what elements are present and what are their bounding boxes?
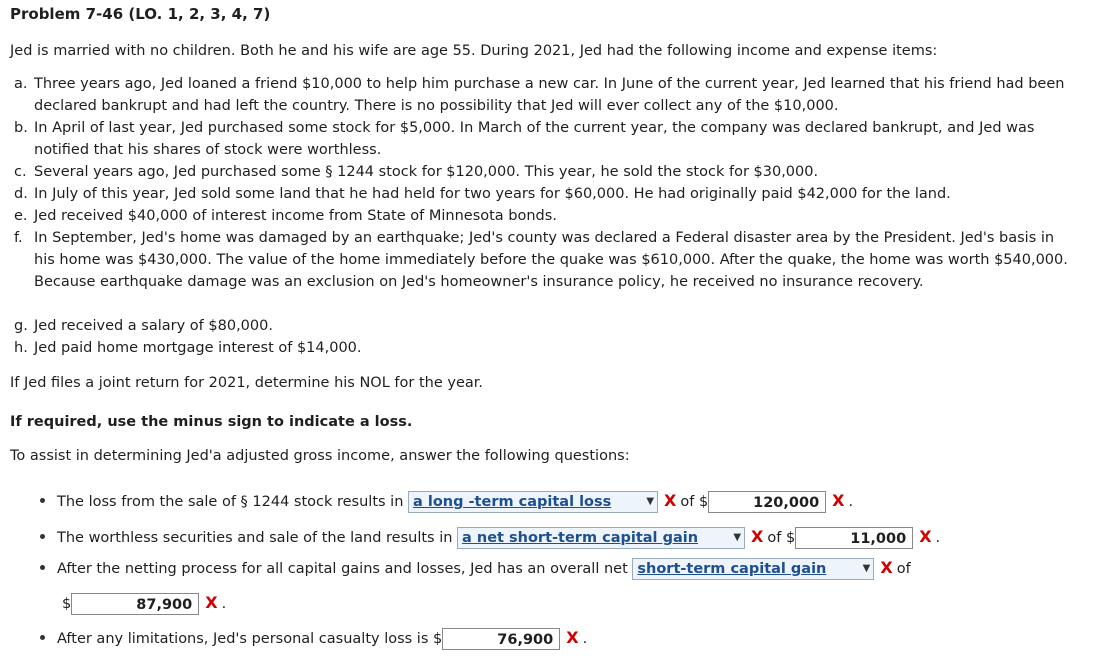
item-label: e. (14, 208, 28, 224)
item-text: In July of this year, Jed sold some land that he had held for two years for $60,000. He had originally paid $42,000 for the land. (34, 186, 951, 202)
item-label: h. (14, 340, 28, 356)
wrong-x-icon: X (832, 491, 845, 510)
wrong-x-icon: X (205, 593, 218, 612)
item-h (14, 337, 1076, 359)
q1-text: The loss from the sale of § 1244 stock results in (57, 494, 404, 510)
answer-row-3 (40, 555, 911, 581)
question-text: If Jed files a joint return for 2021, determine his NOL for the year. (10, 375, 483, 391)
period: . (221, 596, 227, 612)
item-text: Three years ago, Jed loaned a friend $10,000 to help him purchase a new car. In June of the current year, Jed learned that his friend had been declared bankrupt and had left the country. There is no possibility that Jed will ever collect any of the $10,000. (34, 76, 1065, 114)
chevron-down-icon: ▼ (862, 563, 871, 574)
item-label: d. (14, 186, 28, 202)
instruction-text: If required, use the minus sign to indicate a loss. (10, 414, 413, 430)
answer-row-1 (40, 488, 853, 514)
wrong-x-icon: X (566, 628, 579, 647)
item-text: Jed received $40,000 of interest income from State of Minnesota bonds. (34, 208, 557, 224)
item-text: Jed received a salary of $80,000. (34, 318, 273, 334)
chevron-down-icon: ▼ (733, 532, 742, 543)
item-e (14, 205, 1076, 227)
answer-row-3-cont (62, 590, 226, 616)
answer-row-4 (40, 625, 587, 651)
item-c (14, 161, 1076, 183)
item-b (14, 117, 1076, 161)
q1-select-value: a long -term capital loss (413, 494, 612, 510)
chevron-down-icon: ▼ (646, 496, 655, 507)
item-label: c. (14, 164, 27, 180)
answer-row-2 (40, 524, 940, 550)
q4-text: After any limitations, Jed's personal casualty loss is $ (57, 631, 443, 647)
q1-amount-input[interactable]: 120,000 (708, 491, 826, 513)
q4-amount-input[interactable]: 76,900 (442, 628, 560, 650)
q3-of: of (896, 561, 911, 577)
item-label: g. (14, 318, 28, 334)
wrong-x-icon: X (880, 558, 893, 577)
period: . (935, 530, 941, 546)
q3-text: After the netting process for all capital gains and losses, Jed has an overall net (57, 561, 628, 577)
wrong-x-icon: X (919, 527, 932, 546)
wrong-x-icon: X (664, 491, 677, 510)
bullet-icon (40, 635, 45, 640)
q2-text: The worthless securities and sale of the land results in (57, 530, 453, 546)
q3-amount-input[interactable]: 87,900 (71, 593, 199, 615)
item-d (14, 183, 1076, 205)
item-label: b. (14, 120, 28, 136)
wrong-x-icon: X (751, 527, 764, 546)
q2-select-value: a net short-term capital gain (462, 530, 699, 546)
assist-text: To assist in determining Jed'a adjusted gross income, answer the following questions: (10, 448, 630, 464)
q3-select-value: short-term capital gain (637, 561, 827, 577)
item-label: a. (14, 76, 28, 92)
q2-select[interactable] (457, 527, 745, 549)
problem-title: Problem 7-46 (LO. 1, 2, 3, 4, 7) (10, 5, 271, 23)
item-g (14, 315, 1076, 337)
q2-of: of $ (767, 530, 796, 546)
item-text: In September, Jed's home was damaged by an earthquake; Jed's county was declared a Federal disaster area by the President. Jed's basis in his home was $430,000. The value of the home immediately before the quake was $610,000. After the quake, the home was worth $540,000. Because earthquake damage was an exclusion on Jed's homeowner's insurance policy, he received no insurance recovery. (34, 230, 1068, 290)
q1-of: of $ (680, 494, 709, 510)
q1-select[interactable] (408, 491, 658, 513)
q3-dollar: $ (62, 596, 72, 612)
bullet-icon (40, 534, 45, 539)
bullet-icon (40, 565, 45, 570)
period: . (848, 494, 854, 510)
item-text: Jed paid home mortgage interest of $14,000. (34, 340, 362, 356)
period: . (582, 631, 588, 647)
item-label: f. (14, 230, 23, 246)
item-text: In April of last year, Jed purchased some stock for $5,000. In March of the current year, the company was declared bankrupt, and Jed was notified that his shares of stock were worthless. (34, 120, 1035, 158)
item-text: Several years ago, Jed purchased some § 1244 stock for $120,000. This year, he sold the stock for $30,000. (34, 164, 819, 180)
q2-amount-input[interactable]: 11,000 (795, 527, 913, 549)
intro-text: Jed is married with no children. Both he and his wife are age 55. During 2021, Jed had the following income and expense items: (10, 43, 938, 59)
item-a (14, 73, 1076, 117)
item-f (14, 227, 1076, 293)
q3-select[interactable] (632, 558, 874, 580)
bullet-icon (40, 498, 45, 503)
